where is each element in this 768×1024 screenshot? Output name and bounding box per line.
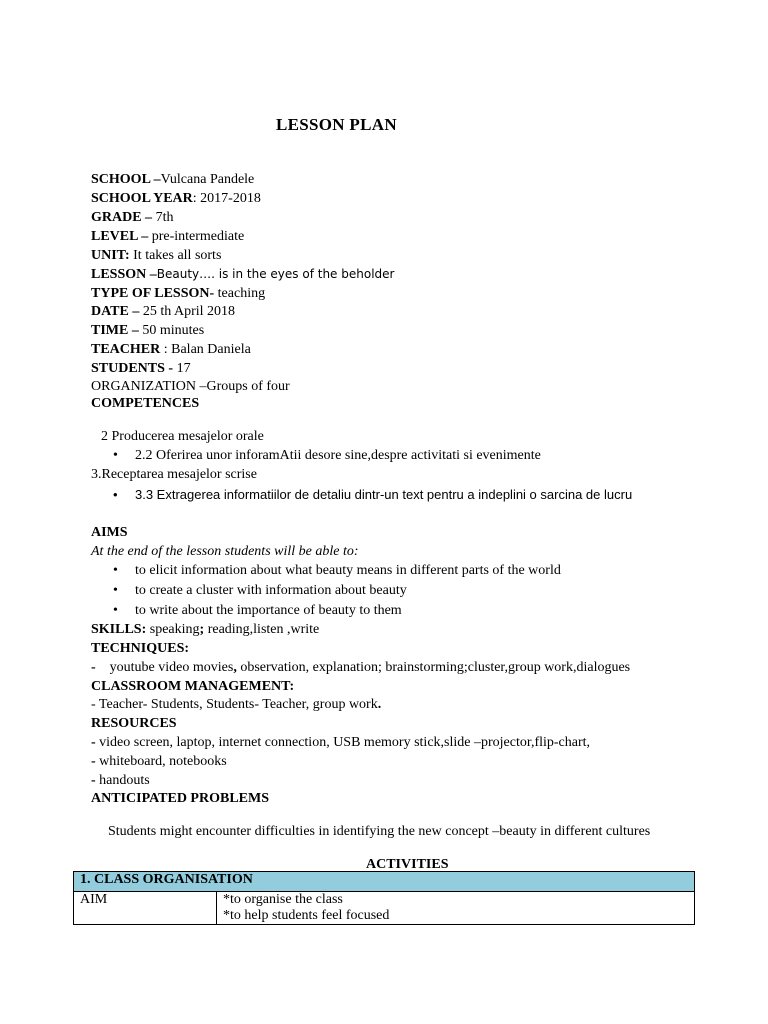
lesson-value: Beauty…. is in the eyes of the beholder	[156, 267, 395, 281]
resource-dash: -	[91, 754, 96, 769]
teacher-value: : Balan Daniela	[160, 342, 251, 357]
date-label: DATE –	[91, 304, 140, 319]
school-label: SCHOOL –	[91, 172, 161, 187]
techniques-heading: TECHNIQUES:	[91, 641, 190, 656]
table-row	[74, 872, 695, 892]
techniques-line	[91, 659, 630, 676]
resource-line	[91, 734, 590, 751]
level-line	[91, 228, 244, 245]
grade-line	[91, 209, 173, 226]
school-year-line	[91, 190, 261, 207]
unit-line	[91, 247, 221, 264]
techniques-comma: ,	[233, 660, 237, 675]
skills-label: SKILLS:	[91, 622, 147, 637]
date-line	[91, 303, 235, 320]
competence-2: 2 Producerea mesajelor orale	[101, 429, 264, 444]
teacher-line	[91, 341, 251, 358]
aim-item: • to write about the importance of beauty to them	[135, 602, 402, 619]
aim-label-cell: AIM	[74, 892, 217, 925]
competence-2-2: • 2.2 Oferirea unor inforamAtii desore sine,despre activitati si evenimente	[135, 447, 541, 464]
resource-item: video screen, laptop, internet connection, USB memory stick,slide –projector,flip-chart,	[95, 735, 591, 750]
aims-heading: AIMS	[91, 525, 128, 540]
school-line	[91, 171, 254, 188]
grade-value: 7th	[152, 210, 174, 225]
skills-line	[91, 621, 319, 638]
time-value: 50 minutes	[138, 323, 205, 338]
table-row	[74, 892, 695, 925]
problems-text: Students might encounter difficulties in identifying the new concept –beauty in different cultures	[108, 824, 651, 839]
competence-3-3: • 3.3 Extragerea informatiilor de detaliu dintr-un text pentru a indeplini o sarcina de lucru	[135, 486, 632, 503]
skills-separator: ;	[199, 622, 205, 637]
lesson-type-value: teaching	[214, 286, 266, 301]
resource-line	[91, 772, 150, 789]
aim-line: *to organise the class	[223, 892, 343, 907]
level-value: pre-intermediate	[148, 229, 245, 244]
time-line	[91, 322, 204, 339]
students-value: 17	[173, 361, 191, 376]
lesson-type-label: TYPE OF LESSON-	[91, 286, 215, 301]
resource-dash: -	[91, 773, 96, 788]
problems-heading: ANTICIPATED PROBLEMS	[91, 791, 270, 806]
page-title: LESSON PLAN	[276, 115, 397, 134]
techniques-part2: observation, explanation; brainstorming;cluster,group work,dialogues	[236, 660, 631, 675]
resource-line	[91, 753, 227, 770]
aims-intro: At the end of the lesson students will be able to:	[91, 544, 359, 559]
management-value: - Teacher- Students, Students- Teacher, group work	[91, 697, 378, 712]
competences-heading: COMPETENCES	[91, 396, 200, 411]
aim-value-cell	[217, 892, 695, 925]
class-organisation-header: 1. CLASS ORGANISATION	[74, 872, 695, 892]
aim-item: • to create a cluster with information about beauty	[135, 582, 407, 599]
skills-rest: reading,listen ,write	[204, 622, 320, 637]
techniques-dash: -	[91, 660, 96, 675]
time-label: TIME –	[91, 323, 139, 338]
aim-line: *to help students feel focused	[223, 908, 390, 923]
resources-heading: RESOURCES	[91, 716, 177, 731]
skills-value: speaking	[146, 622, 200, 637]
organization-line: ORGANIZATION –Groups of four	[91, 379, 290, 394]
competence-3: 3.Receptarea mesajelor scrise	[91, 467, 257, 482]
teacher-label: TEACHER	[91, 342, 161, 357]
techniques-part1: youtube video movies	[109, 660, 234, 675]
grade-label: GRADE –	[91, 210, 153, 225]
lesson-type-line	[91, 285, 265, 302]
management-heading: CLASSROOM MANAGEMENT:	[91, 679, 295, 694]
management-line	[91, 696, 381, 713]
resource-item: whiteboard, notebooks	[95, 754, 227, 769]
lesson-label: LESSON –	[91, 267, 157, 282]
resource-dash: -	[91, 735, 96, 750]
level-label: LEVEL –	[91, 229, 149, 244]
school-year-value: : 2017-2018	[192, 191, 261, 206]
date-value: 25 th April 2018	[139, 304, 236, 319]
activities-heading: ACTIVITIES	[366, 857, 449, 872]
unit-value: It takes all sorts	[129, 248, 222, 263]
school-year-label: SCHOOL YEAR	[91, 191, 193, 206]
school-value: Vulcana Pandele	[160, 172, 255, 187]
aim-item: • to elicit information about what beauty means in different parts of the world	[135, 562, 561, 579]
management-period: .	[377, 697, 382, 712]
students-line	[91, 360, 191, 377]
students-label: STUDENTS -	[91, 361, 174, 376]
resource-item: handouts	[95, 773, 150, 788]
activities-table	[73, 871, 695, 925]
lesson-line	[91, 266, 394, 283]
unit-label: UNIT:	[91, 248, 130, 263]
